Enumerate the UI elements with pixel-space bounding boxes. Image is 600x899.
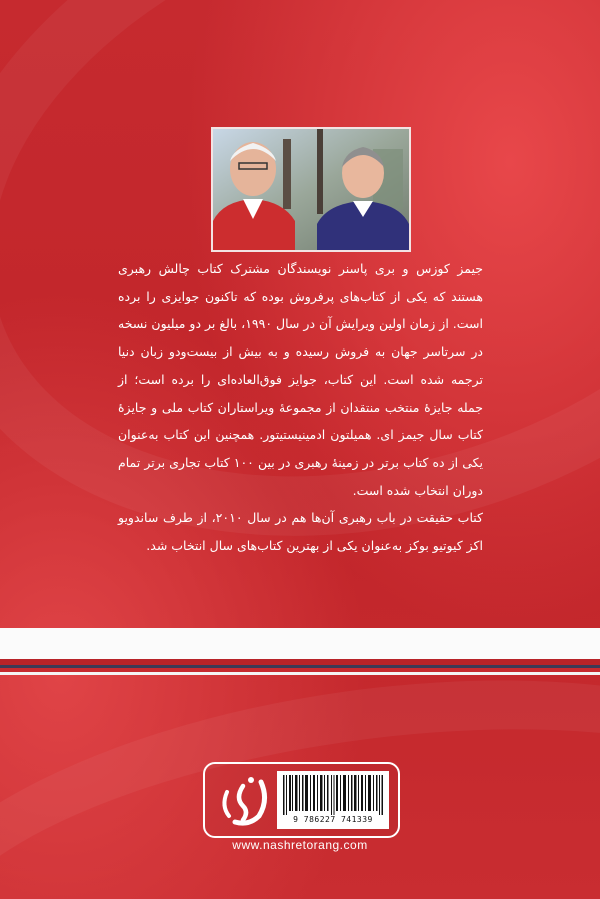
decorative-stripes — [0, 628, 600, 678]
barcode-icon — [283, 775, 383, 815]
authors-photo — [211, 127, 411, 252]
publisher-logo-icon — [213, 772, 273, 830]
publisher-website: www.nashretorang.com — [232, 838, 368, 852]
authors-photo-image — [213, 129, 409, 250]
barcode-number: 9 786227 741339 — [293, 815, 373, 824]
description-paragraph: کتاب حقیقت در باب رهبری آن‌ها هم در سال ۲۰۱۰، از طرف ساندویو اکز کیوتیو بوکز به‌عنوان یکی از بهترین کتاب‌های سال انتخاب شد. — [118, 510, 483, 554]
barcode — [277, 771, 389, 829]
stripe-white — [0, 628, 600, 659]
publisher-barcode-box — [203, 762, 400, 838]
description-paragraph: جیمز کوزس و بری پاسنر نویسندگان مشترک کتاب چالش رهبری هستند که یکی از کتاب‌های پرفروش بوده که تاکنون جوایزی را برده است. از زمان اولین ویرایش آن در سال ۱۹۹۰، بالغ بر دو میلیون نسخه در سرتاسر جهان به فروش رسیده و به بیش از بیست‌ودو زبان دنیا ترجمه شده است. این کتاب، جوایز فوق‌العاده‌ای را برده است؛ از جمله جایزهٔ منتخب منتقدان از مجموعهٔ ویراستاران کتاب ملی و جایزهٔ کتاب سال جیمز ای. همیلتون ادمینیستیتور. همچنین این کتاب به‌عنوان یکی از ده کتاب برتر در زمینهٔ رهبری در بین ۱۰۰ کتاب تجاری برتر تمام دوران انتخاب شده است. — [118, 261, 484, 498]
description-text — [118, 255, 483, 560]
stripe-white-thin — [0, 672, 600, 675]
